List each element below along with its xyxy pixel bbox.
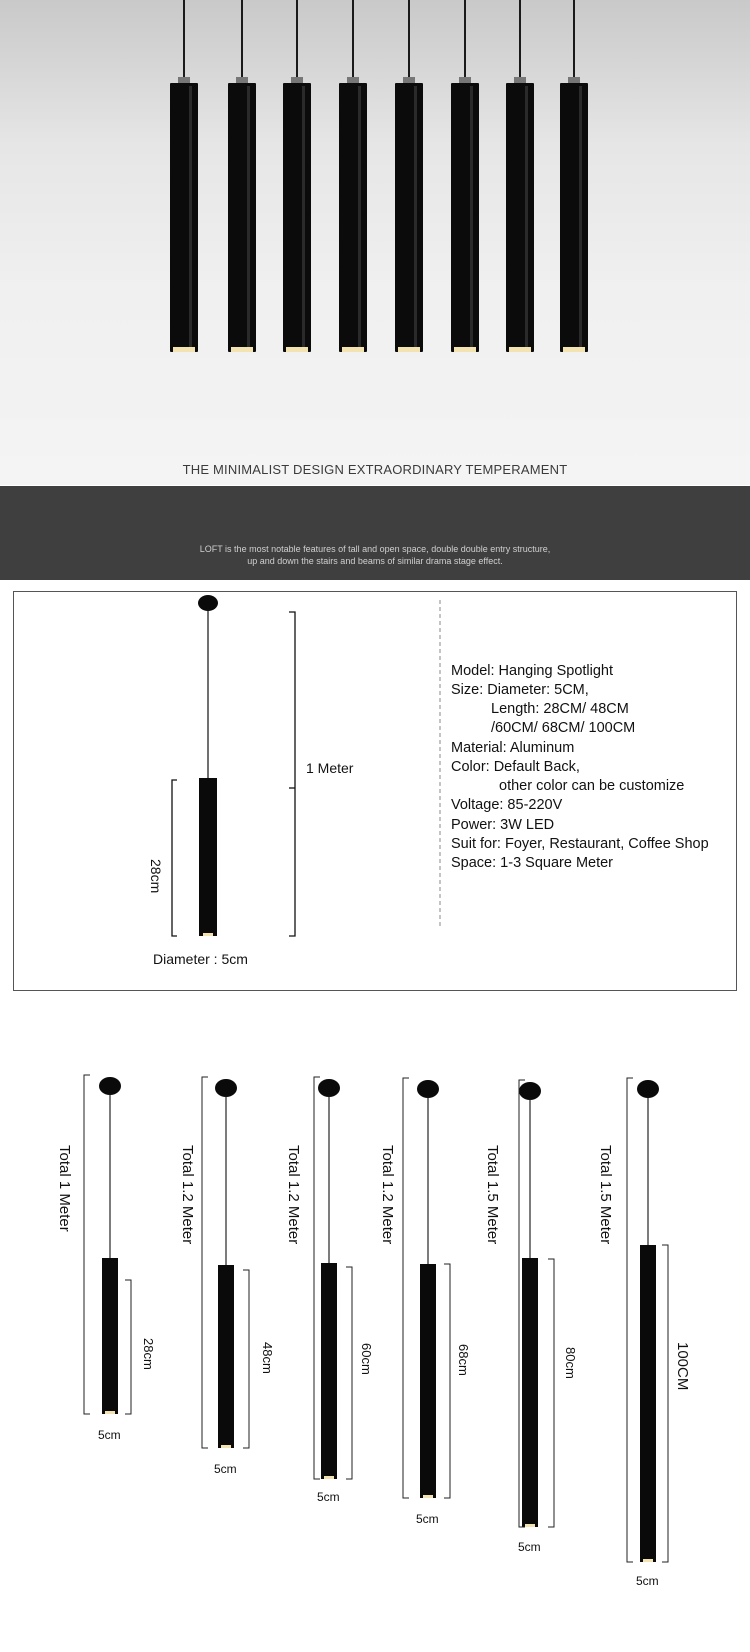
variant-total-bracket	[314, 1077, 320, 1479]
variant-total-label: Total 1.2 Meter	[379, 1145, 396, 1245]
variant-canopy	[318, 1079, 340, 1097]
variant-body-bracket	[548, 1259, 554, 1527]
variant-body-bracket	[444, 1264, 450, 1498]
variant-total-label: Total 1.5 Meter	[484, 1145, 501, 1245]
variant-lamp-body	[102, 1258, 118, 1414]
spec-material: Material: Aluminum	[451, 740, 575, 756]
spec-color-note: other color can be customize	[499, 778, 685, 794]
variant-body-bracket	[243, 1270, 249, 1448]
variant-canopy	[417, 1080, 439, 1098]
description-line-2: up and down the stairs and beams of similar drama stage effect.	[247, 556, 503, 566]
variant-lamp-body	[420, 1264, 436, 1498]
variant-length-label: 68cm	[456, 1344, 471, 1376]
hero-caption: THE MINIMALIST DESIGN EXTRAORDINARY TEMPERAMENT	[182, 462, 568, 477]
variant-lamp-glow	[324, 1476, 334, 1479]
variant-diameter-label: 5cm	[214, 1462, 237, 1476]
variant-body-bracket	[346, 1267, 352, 1479]
variant-diameter-label: 5cm	[518, 1540, 541, 1554]
variant-diameter-label: 5cm	[416, 1512, 439, 1526]
diameter-label: Diameter : 5cm	[153, 951, 248, 967]
variant-diameter-label: 5cm	[317, 1490, 340, 1504]
variant-total-bracket	[627, 1078, 633, 1562]
spec-space: Space: 1-3 Square Meter	[451, 855, 614, 871]
variant-diameter-label: 5cm	[98, 1428, 121, 1442]
variant-length-label: 100CM	[674, 1342, 691, 1391]
variant-length-label: 28cm	[141, 1338, 156, 1370]
spec-length: Length: 28CM/ 48CM	[491, 701, 629, 717]
variant-lamp-body	[522, 1258, 538, 1527]
variant-total-label: Total 1.5 Meter	[597, 1145, 614, 1245]
description-line-1: LOFT is the most notable features of tall and open space, double double entry structure,	[199, 544, 551, 554]
variant-body-bracket	[662, 1245, 668, 1562]
variant-lamp-glow	[643, 1559, 653, 1562]
variant-canopy	[215, 1079, 237, 1097]
variant-lamp-glow	[105, 1411, 115, 1414]
spec-voltage: Voltage: 85-220V	[451, 797, 563, 813]
body-length-label: 28cm	[148, 859, 164, 894]
spec-size: Size: Diameter: 5CM,	[451, 682, 589, 698]
variant-length-label: 48cm	[260, 1342, 275, 1374]
variant-canopy	[99, 1077, 121, 1095]
variant-total-bracket	[403, 1078, 409, 1498]
variant-total-label: Total 1.2 Meter	[285, 1145, 302, 1245]
variant-body-bracket	[125, 1280, 131, 1414]
variant-diameter-label: 5cm	[636, 1574, 659, 1588]
variant-lamp-glow	[221, 1445, 231, 1448]
total-length-label: 1 Meter	[306, 760, 354, 776]
variant-canopy	[637, 1080, 659, 1098]
variant-total-label: Total 1.2 Meter	[179, 1145, 196, 1245]
variant-lamp-glow	[525, 1524, 535, 1527]
variant-lamp-body	[218, 1265, 234, 1448]
variant-canopy	[519, 1082, 541, 1100]
variant-total-label: Total 1 Meter	[56, 1145, 73, 1232]
spec-model: Model: Hanging Spotlight	[451, 663, 614, 679]
spec-length-more: /60CM/ 68CM/ 100CM	[491, 720, 636, 736]
spec-suit-for: Suit for: Foyer, Restaurant, Coffee Shop	[451, 836, 709, 852]
variant-lamp-glow	[423, 1495, 433, 1498]
spec-power: Power: 3W LED	[451, 817, 555, 833]
variant-lamp-body	[321, 1263, 337, 1479]
variant-lamp-body	[640, 1245, 656, 1562]
variant-length-label: 60cm	[359, 1343, 374, 1375]
spec-color: Color: Default Back,	[451, 759, 580, 775]
variant-total-bracket	[84, 1075, 90, 1414]
variant-length-label: 80cm	[563, 1347, 578, 1379]
variant-total-bracket	[202, 1077, 208, 1448]
